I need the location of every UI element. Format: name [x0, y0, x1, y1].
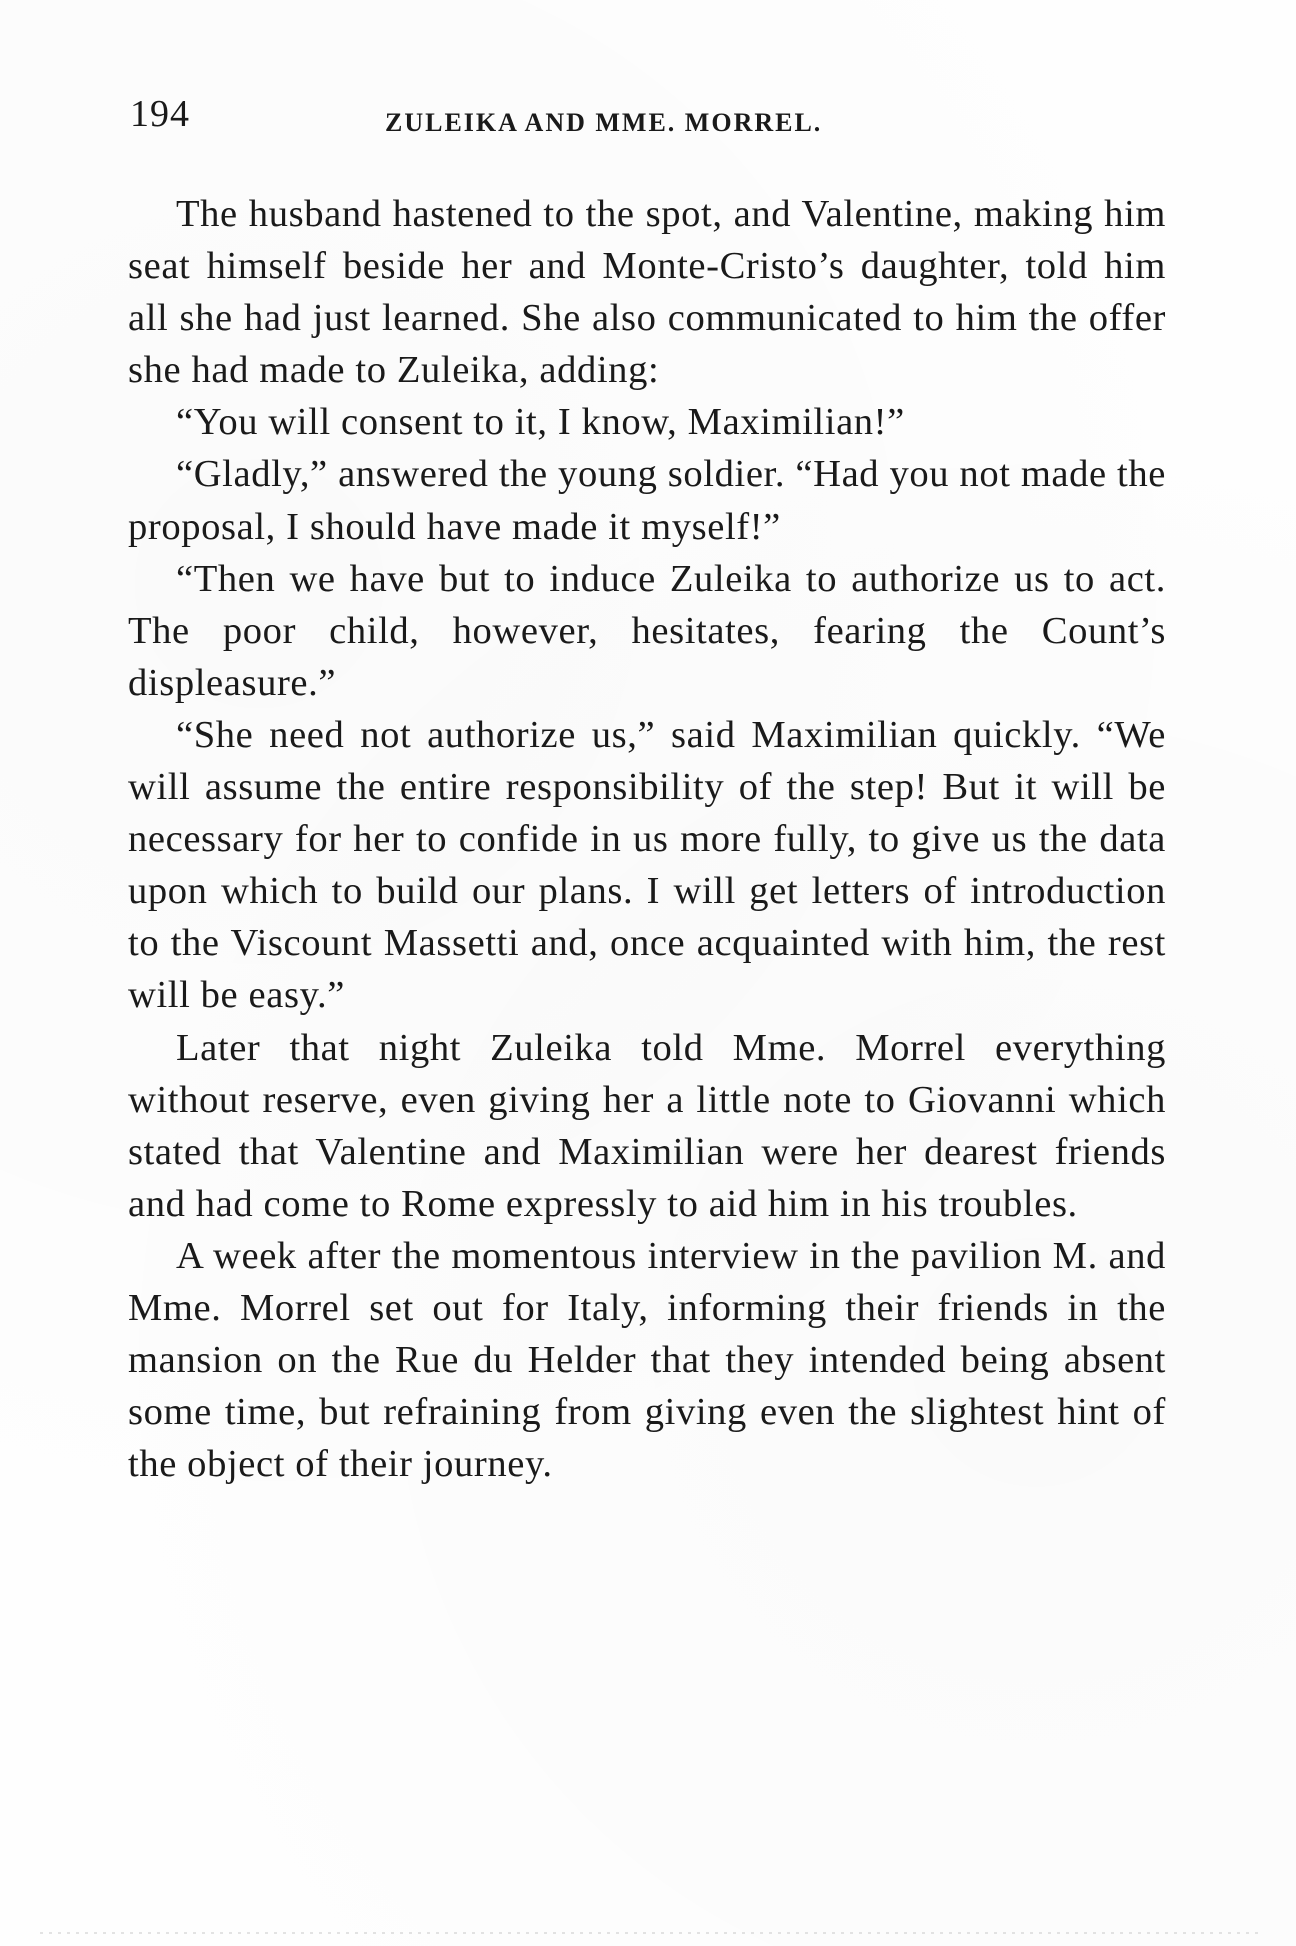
page-number: 194: [130, 93, 190, 135]
body-text: [128, 188, 1166, 1490]
running-title: ZULEIKA AND MME. MORREL.: [385, 108, 823, 137]
paragraph: A week after the momentous interview in the pavilion M. and Mme. Morrel set out for Italy, informing their friends in the mansion on the Rue du Helder that they intended being absent some time, but refraining from giving even the slightest hint of the object of their journey.: [128, 1234, 1166, 1486]
bottom-edge-texture: [40, 1932, 1260, 1934]
paragraph: Later that night Zuleika told Mme. Morrel everything without reserve, even giving her a little note to Giovanni which stated that Valentine and Maximilian were her dearest friends and had come to Rome expressly to aid him in his troubles.: [128, 1026, 1166, 1225]
paragraph: “She need not authorize us,” said Maximilian quickly. “We will assume the entire responsibility of the step! But it will be necessary for her to confide in us more fully, to give us the data upon which to build our plans. I will get letters of introduction to the Viscount Massetti and, once acquainted with him, the rest will be easy.”: [128, 713, 1166, 1017]
page-header: [130, 92, 1180, 142]
paragraph: “Gladly,” answered the young soldier. “Had you not made the proposal, I should have made it myself!”: [128, 453, 1166, 548]
paragraph: The husband hastened to the spot, and Valentine, making him seat himself beside her and Monte-Cristo’s daughter, told him all she had just learned. She also communicated to him the offer she had made to Zuleika, adding:: [128, 193, 1166, 392]
paragraph: “Then we have but to induce Zuleika to authorize us to act. The poor child, however, hesitates, fearing the Count’s displeasure.”: [128, 557, 1166, 704]
paragraph: “You will consent to it, I know, Maximilian!”: [176, 401, 905, 444]
